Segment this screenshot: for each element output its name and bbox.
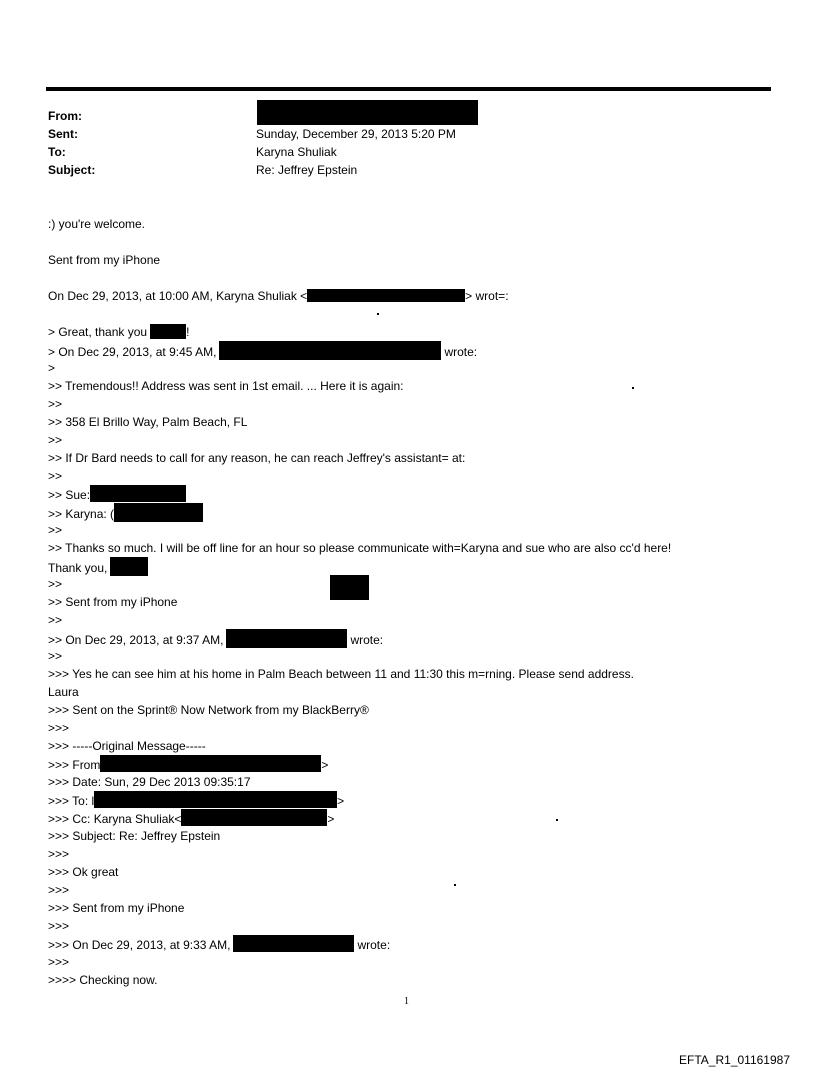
stray-mark	[454, 884, 456, 886]
stray-mark	[632, 387, 634, 389]
body-line: >> Sent from my iPhone	[48, 595, 178, 609]
body-text: > Great, thank you	[48, 325, 148, 339]
body-line	[48, 341, 477, 361]
page-number: 1	[404, 996, 409, 1007]
body-line: >>> Sent on the Sprint® Now Network from my BlackBerry®	[48, 703, 369, 717]
body-text: >	[337, 794, 345, 808]
body-line: >>	[48, 469, 63, 483]
body-text: >> On Dec 29, 2013, at 9:37 AM,	[48, 633, 224, 647]
sent-value: Sunday, December 29, 2013 5:20 PM	[256, 127, 456, 141]
redaction	[330, 575, 369, 600]
subject-label: Subject:	[48, 163, 96, 177]
body-line: >	[48, 361, 56, 375]
body-text: >	[321, 758, 329, 772]
body-text: >>> From	[48, 758, 101, 772]
redaction	[307, 289, 465, 302]
redaction	[181, 809, 327, 826]
body-text: wrote:	[350, 633, 384, 647]
redaction	[226, 629, 347, 648]
redaction	[94, 791, 337, 808]
body-line	[48, 935, 390, 954]
header-rule	[46, 87, 771, 91]
body-line: >>>	[48, 847, 70, 861]
body-line: >>	[48, 613, 63, 627]
redaction-from	[257, 100, 478, 125]
body-text: >	[327, 812, 335, 826]
body-line: >>> Yes he can see him at his home in Palm Beach between 11 and 11:30 this m=rning. Please send address.	[48, 667, 634, 681]
body-line: >>>	[48, 883, 70, 897]
subject-value: Re: Jeffrey Epstein	[256, 163, 358, 177]
body-line: >>>	[48, 955, 70, 969]
body-line	[48, 629, 383, 649]
body-line: >>	[48, 433, 63, 447]
body-text: On Dec 29, 2013, at 10:00 AM, Karyna Shuliak <	[48, 289, 308, 303]
stray-mark	[556, 819, 558, 821]
body-line: >> Thanks so much. I will be off line for an hour so please communicate with=Karyna and sue who are also cc'd here!	[48, 541, 672, 555]
body-line	[48, 503, 203, 523]
body-line: >>> Subject: Re: Jeffrey Epstein	[48, 829, 221, 843]
body-text: Thank you,	[48, 561, 108, 575]
redaction	[233, 935, 354, 952]
body-text: !	[186, 325, 190, 339]
body-line: >>> Ok great	[48, 865, 119, 879]
body-line	[48, 287, 509, 305]
redaction	[90, 485, 186, 502]
redaction	[110, 557, 148, 576]
body-text: >>> On Dec 29, 2013, at 9:33 AM,	[48, 938, 231, 952]
document-id: EFTA_R1_01161987	[679, 1053, 790, 1067]
body-line: >>> -----Original Message-----	[48, 739, 206, 753]
body-line: >>> Date: Sun, 29 Dec 2013 09:35:17	[48, 775, 251, 789]
body-line: >>	[48, 523, 63, 537]
body-line: >>	[48, 649, 63, 663]
redaction	[100, 755, 321, 772]
body-line	[48, 485, 186, 504]
body-line	[48, 557, 148, 577]
redaction	[150, 324, 186, 339]
to-value: Karyna Shuliak	[256, 145, 337, 159]
body-line: Sent from my iPhone	[48, 253, 161, 267]
body-line: >>> Sent from my iPhone	[48, 901, 185, 915]
body-line	[48, 809, 334, 828]
body-text: >> Karyna: (	[48, 507, 115, 521]
body-line: Laura	[48, 685, 79, 699]
body-line: >>>	[48, 919, 70, 933]
redaction	[219, 341, 441, 360]
sent-label: Sent:	[48, 127, 78, 141]
from-label: From:	[48, 109, 82, 123]
body-line: >>>	[48, 721, 70, 735]
body-line	[48, 755, 328, 774]
body-text: > wrot=:	[465, 289, 509, 303]
body-text: wrote:	[444, 345, 478, 359]
body-line: >> If Dr Bard needs to call for any reason, he can reach Jeffrey's assistant= at:	[48, 451, 466, 465]
body-line	[48, 791, 344, 810]
body-text: > On Dec 29, 2013, at 9:45 AM,	[48, 345, 217, 359]
body-line: >>>> Checking now.	[48, 973, 158, 987]
body-text: >>> Cc: Karyna Shuliak<	[48, 812, 182, 826]
redaction	[114, 503, 203, 522]
body-line: >> 358 El Brillo Way, Palm Beach, FL	[48, 415, 248, 429]
body-line: >> Tremendous!! Address was sent in 1st email. ... Here it is again:	[48, 379, 404, 393]
body-text: >> Sue:	[48, 488, 91, 502]
stray-mark	[377, 313, 379, 315]
body-line: :) you're welcome.	[48, 217, 145, 231]
body-text: wrote:	[357, 938, 391, 952]
body-line: >>	[48, 577, 63, 591]
body-line: >>	[48, 397, 63, 411]
body-line	[48, 323, 189, 341]
body-text: >>> To: l	[48, 794, 95, 808]
to-label: To:	[48, 145, 66, 159]
